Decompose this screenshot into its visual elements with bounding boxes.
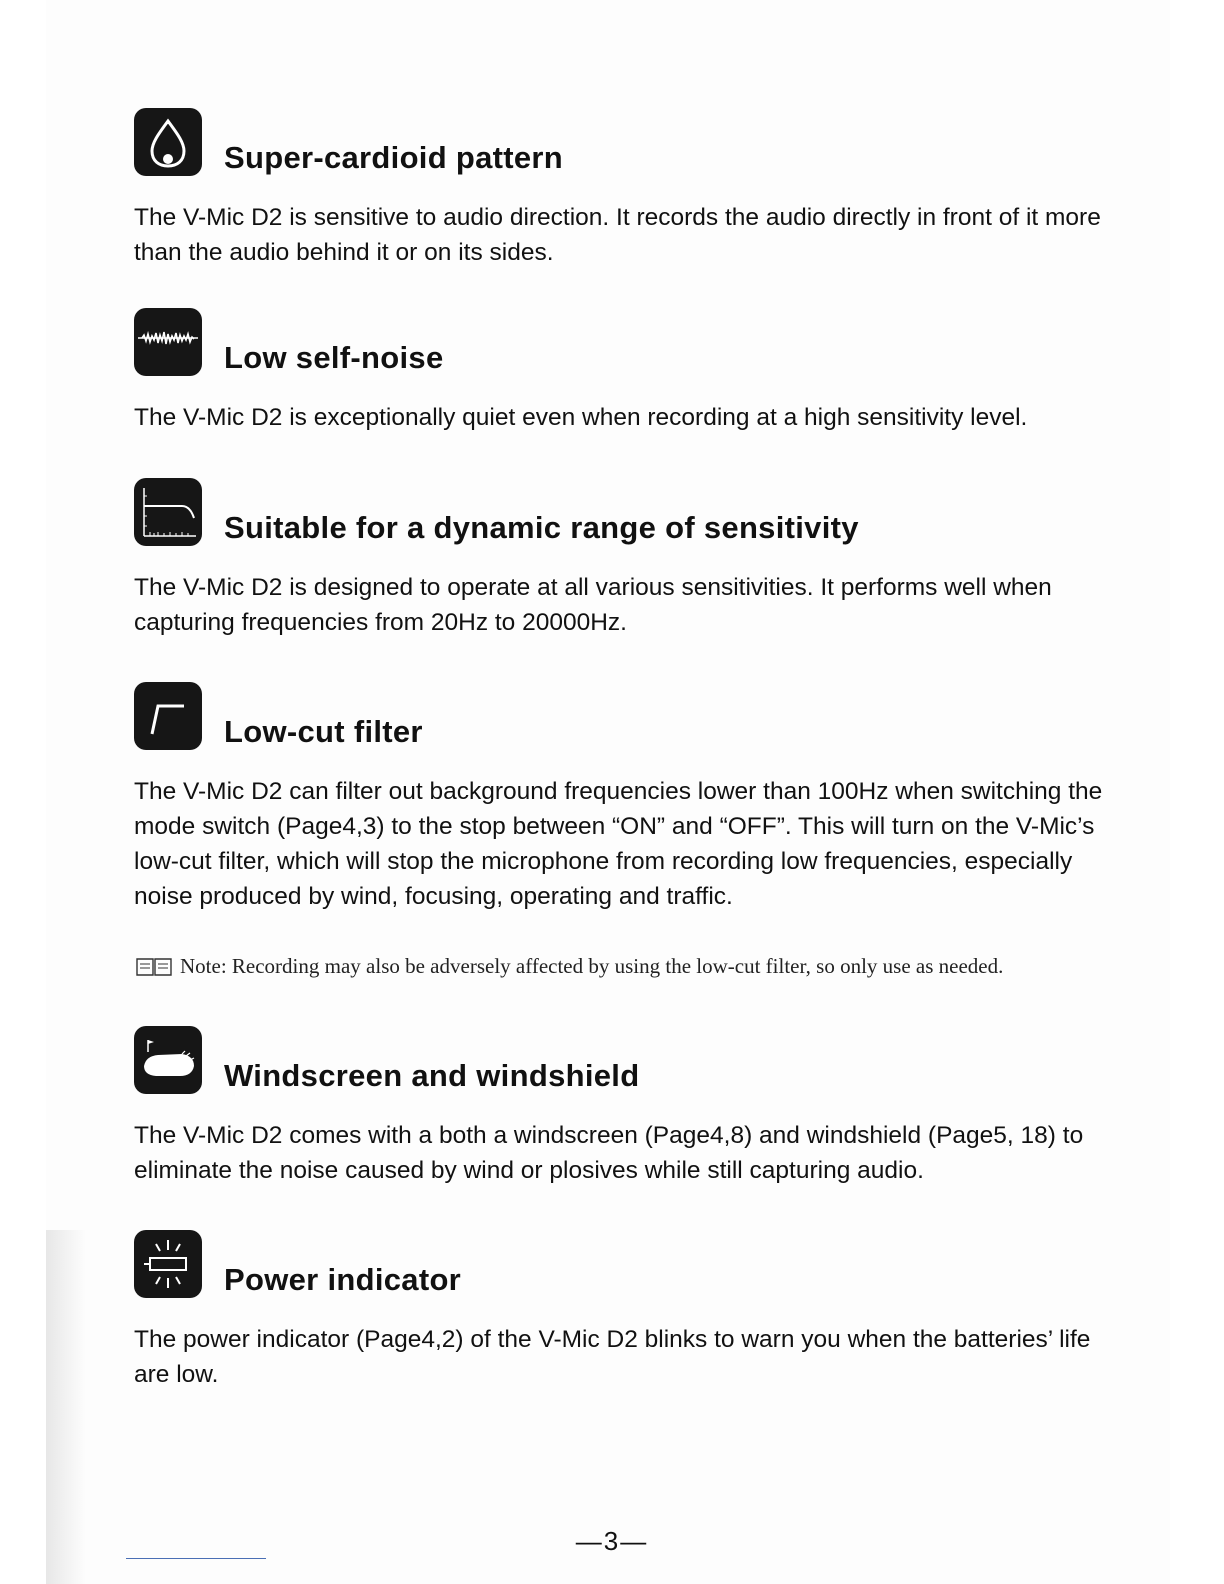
section-header bbox=[134, 108, 1124, 178]
low-cut-filter-icon bbox=[134, 682, 202, 750]
power-indicator-icon bbox=[134, 1230, 202, 1298]
section-body: The V-Mic D2 can filter out background frequencies lower than 100Hz when switching the mode switch (Page4,3) to the stop between “ON” and “OFF”. This will turn on the V-Mic’s low-cut filter, which will stop the microphone from recording low frequencies, especially noise produced by wind, focusing, operating and traffic. bbox=[134, 778, 1103, 910]
section-header bbox=[134, 1026, 1124, 1096]
section-windscreen bbox=[134, 1026, 1124, 1188]
section-low-self-noise bbox=[134, 308, 1124, 435]
windscreen-icon bbox=[134, 1026, 202, 1094]
section-body: The V-Mic D2 is sensitive to audio direction. It records the audio directly in front of it more than the audio behind it or on its sides. bbox=[134, 204, 1101, 266]
note-text: Note: Recording may also be adversely affected by using the low-cut filter, so only use as needed. bbox=[180, 954, 1004, 978]
section-body: The V-Mic D2 comes with a both a windscreen (Page4,8) and windshield (Page5, 18) to eliminate the noise caused by wind or plosives while still capturing audio. bbox=[134, 1122, 1084, 1184]
section-body: The power indicator (Page4,2) of the V-Mic D2 blinks to warn you when the batteries’ life are low. bbox=[134, 1326, 1091, 1388]
super-cardioid-pattern-icon bbox=[134, 108, 202, 176]
section-header bbox=[134, 308, 1124, 378]
section-header bbox=[134, 478, 1124, 548]
section-header bbox=[134, 682, 1124, 752]
section-heading: Suitable for a dynamic range of sensitivity bbox=[224, 510, 859, 545]
footer-rule bbox=[126, 1558, 266, 1559]
section-body: The V-Mic D2 is designed to operate at all various sensitivities. It performs well when capturing frequencies from 20Hz to 20000Hz. bbox=[134, 574, 1052, 636]
section-heading: Power indicator bbox=[224, 1262, 462, 1297]
section-super-cardioid bbox=[134, 108, 1124, 270]
section-body: The V-Mic D2 is exceptionally quiet even when recording at a high sensitivity level. bbox=[134, 404, 1028, 431]
section-heading: Windscreen and windshield bbox=[224, 1058, 640, 1093]
section-heading: Super-cardioid pattern bbox=[224, 140, 564, 175]
note bbox=[134, 954, 1124, 979]
section-low-cut-filter bbox=[134, 682, 1124, 914]
page-number: —3— bbox=[575, 1526, 649, 1556]
section-heading: Low self-noise bbox=[224, 340, 444, 375]
section-dynamic-range bbox=[134, 478, 1124, 640]
book-icon bbox=[134, 955, 174, 979]
section-heading: Low-cut filter bbox=[224, 714, 423, 749]
section-power-indicator bbox=[134, 1230, 1124, 1392]
waveform-icon bbox=[134, 308, 202, 376]
frequency-response-icon bbox=[134, 478, 202, 546]
section-header bbox=[134, 1230, 1124, 1300]
